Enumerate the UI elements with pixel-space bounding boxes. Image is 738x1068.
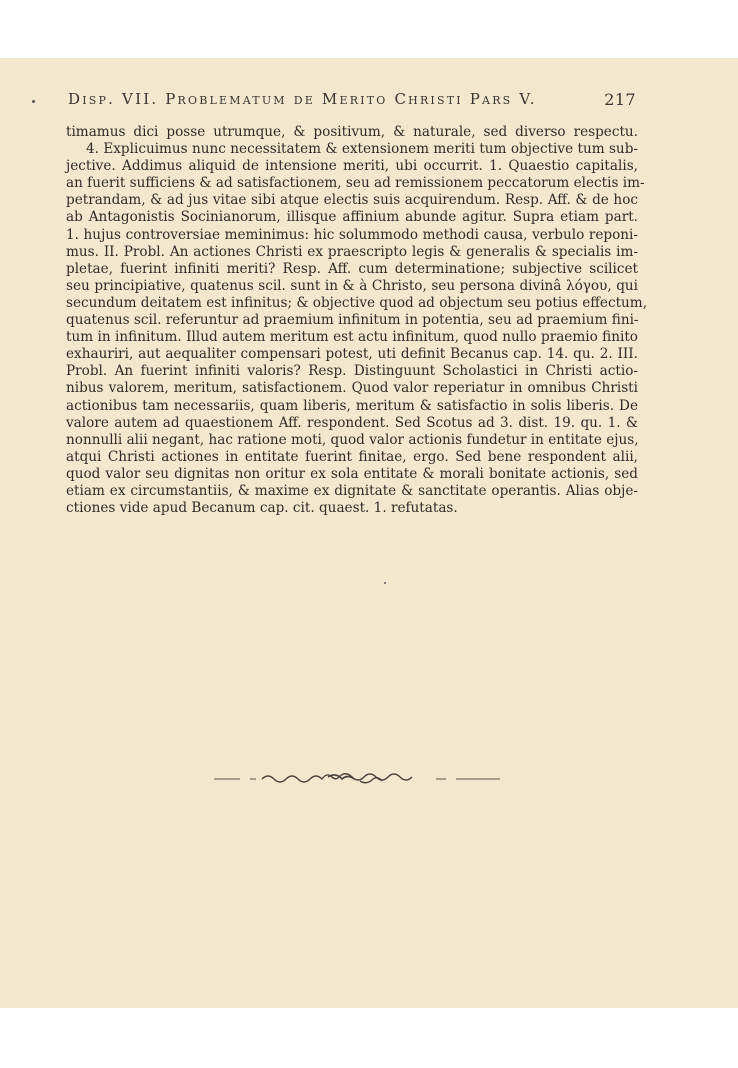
text-line: jective. Addimus aliquid de intensione meriti, ubi occurrit. 1. Quaestio capitalis, (66, 158, 638, 175)
text-line: actionibus tam necessariis, quam liberis, meritum & satisfactio in solis liberis. De (66, 397, 638, 414)
text-line: quod valor seu dignitas non oritur ex sola entitate & morali bonitate actionis, sed (66, 465, 638, 482)
text-line: timamus dici posse utrumque, & positivum, & naturale, sed diverso respectu. (66, 124, 638, 140)
text-line: etiam ex circumstantiis, & maxime ex dignitate & sanctitate operantis. Alias obje- (66, 482, 638, 499)
text-line: Probl. An fuerint infiniti valoris? Resp. Distinguunt Scholastici in Christi actio- (66, 363, 638, 380)
text-line: valore autem ad quaestionem Aff. respondent. Sed Scotus ad 3. dist. 19. qu. 1. & (66, 414, 638, 431)
text-line: seu principiative, quatenus scil. sunt in & à Christo, seu persona divinâ λόγου, qui (66, 277, 638, 294)
text-line: ab Antagonistis Socinianorum, illisque affinium abunde agitur. Supra etiam part. (66, 209, 638, 226)
text-line: an fuerit sufficiens & ad satisfactionem, seu ad remissionem peccatorum electis im- (66, 175, 645, 192)
header-title: Disp. VII. Problematum de Merito Christi Pars V. (68, 90, 537, 108)
text-line: secundum deitatem est infinitus; & objective quod ad objectum seu potius effectum, (66, 294, 648, 311)
text-line: atqui Christi actiones in entitate fuerint finitae, ergo. Sed bene respondent alii, (66, 448, 638, 465)
main-text (66, 124, 648, 517)
text-line: nibus valorem, meritum, satisfactionem. Quod valor reperiatur in omnibus Christi (66, 380, 638, 397)
text-line: exhauriri, aut aequaliter compensari potest, uti definit Becanus cap. 14. qu. 2. III. (66, 346, 638, 363)
text-line: nonnulli alii negant, hac ratione moti, quod valor actionis fundetur in entitate ejus, (66, 431, 639, 448)
text-line: petrandam, & ad jus vitae sibi atque electis suis acquirendum. Resp. Aff. & de hoc (66, 192, 638, 209)
text-line: quatenus scil. referuntur ad praemium infinitum in potentia, seu ad praemium fini- (66, 312, 639, 329)
running-header (68, 90, 636, 114)
decorative-scroll-ornament-icon (210, 771, 530, 787)
text-line: mus. II. Probl. An actiones Christi ex praescripto legis & generalis & specialis im- (66, 243, 638, 260)
book-page (0, 58, 738, 1008)
text-line: tum in infinitum. Illud autem meritum est actu infinitum, quod nullo praemio finito (66, 329, 638, 346)
text-line: 4. Explicuimus nunc necessitatem & extensionem meriti tum objective tum sub- (86, 141, 638, 158)
text-line: 1. hujus controversiae meminimus: hic solummodo methodi causa, verbulo reponi- (66, 226, 638, 243)
page-number: 217 (604, 90, 636, 109)
text-line: pletae, fuerint infiniti meriti? Resp. Aff. cum determinatione; subjective scilicet (66, 260, 638, 277)
text-line: ctiones vide apud Becanum cap. cit. quaest. 1. refutatas. (66, 500, 458, 517)
page-speck (32, 100, 35, 103)
page-speck (384, 582, 386, 584)
